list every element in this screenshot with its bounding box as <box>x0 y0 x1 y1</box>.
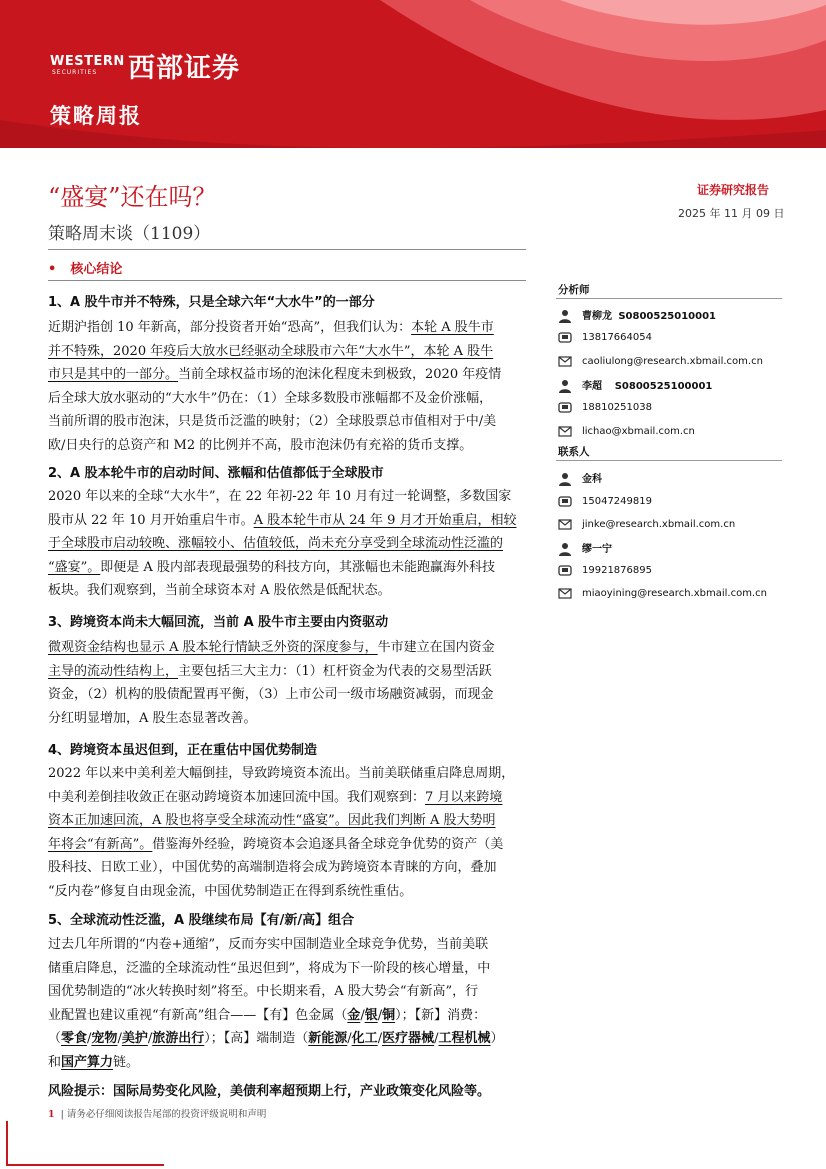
body-text: 主要包括三大主力：（1）杠杆资金为代表的交易型活跃 <box>178 663 492 679</box>
body-text: 分红明显增加，A 股生态显著改善。 <box>48 710 257 726</box>
underlined-text: 并不特殊，2020 年疫后大放水已经驱动全球股市六年“大水牛”，本轮 A 股牛 <box>48 343 494 359</box>
body-text: 板块。我们观察到，当前全球资本对 A 股依然是低配状态。 <box>48 583 391 598</box>
body-line <box>48 410 526 434</box>
underlined-text: 7 月以来跨境 <box>425 789 503 805</box>
body-text: 近期沪指创 10 年新高，部分投资者开始“恐高”，但我们认为： <box>48 320 412 335</box>
body-text: 当前全球权益市场的泡沫化程度未到极致，2020 年疫情 <box>178 367 502 382</box>
body-line <box>48 363 526 387</box>
analyst-phone-row <box>558 330 652 344</box>
body-line <box>48 980 526 1004</box>
highlight-text: 铜 <box>382 1007 396 1023</box>
email-icon <box>558 517 572 531</box>
analyst-cert: S0800525010001 <box>618 311 717 322</box>
person-icon <box>558 542 572 556</box>
section-body <box>48 933 526 1074</box>
analyst-email[interactable]: lichao@xbmail.com.cn <box>582 426 695 437</box>
body-line <box>48 1051 526 1075</box>
highlight-text: 银 <box>364 1007 378 1023</box>
report-title: “盛宴”还在吗？ <box>48 183 217 211</box>
contact-name-row <box>558 470 602 486</box>
analyst-name: 李超 <box>582 381 602 392</box>
email-icon <box>558 424 572 438</box>
body-line <box>48 316 526 340</box>
bullet-icon: • <box>48 262 57 277</box>
highlight-text: 新能源 <box>308 1031 348 1046</box>
section-body <box>48 316 526 457</box>
core-conclusion-label <box>48 258 122 277</box>
underlined-text: 本轮 A 股牛市 <box>411 320 494 335</box>
body-line <box>48 707 526 731</box>
contact-email[interactable]: jinke@research.xbmail.com.cn <box>582 519 736 530</box>
body-line <box>48 434 526 458</box>
highlight-text: 化工 <box>351 1031 378 1046</box>
body-text: / <box>347 1031 352 1046</box>
body-text: 牛市建立在国内资金 <box>377 640 495 655</box>
body-text: 股市从 22 年 10 月开始重启牛市。 <box>48 512 254 528</box>
body-text: / <box>377 1007 383 1023</box>
body-text: 资金，（2）机构的股债配置再平衡，（3）上市公司一级市场融资减弱，而现金 <box>48 687 494 702</box>
body-text: 当前所谓的股市泡沫，只是货币泛滥的映射；（2）全球股票总市值相对于中/美 <box>48 414 497 429</box>
divider <box>48 280 526 281</box>
contact-name: 金科 <box>582 474 602 485</box>
body-text: / <box>147 1031 153 1046</box>
footer-text: | 请务必仔细阅读报告尾部的投资评级说明和声明 <box>60 1109 267 1120</box>
analyst-email-row <box>558 424 695 438</box>
contact-email-row <box>558 517 735 531</box>
report-type: 策略周报 <box>50 104 142 128</box>
report-date: 2025 年 11 月 09 日 <box>678 207 785 220</box>
analyst-name-row <box>558 377 712 393</box>
logo-en: WESTERN <box>50 54 125 69</box>
header-banner <box>0 0 826 148</box>
body-text: （ <box>48 1031 62 1046</box>
highlight-text: 医疗器械 <box>382 1031 435 1046</box>
section-heading: 3、跨境资本尚未大幅回流，当前 A 股牛市主要由内资驱动 <box>48 615 389 630</box>
risk-warning: 风险提示：国际局势变化风险，美债利率超预期上行，产业政策变化风险等。 <box>48 1084 491 1099</box>
section-heading: 4、跨境资本虽迟但到，正在重估中国优势制造 <box>48 743 318 758</box>
email-icon <box>558 354 572 368</box>
body-text: 后全球大放水驱动的“大水牛”仍在：（1）全球多数股市涨幅都不及金价涨幅， <box>48 390 493 406</box>
analyst-phone-row <box>558 400 652 414</box>
underlined-text: “盛宴”。 <box>48 559 101 575</box>
body-line <box>48 1027 526 1051</box>
corner-mark <box>6 1121 8 1165</box>
contact-name: 缪一宁 <box>582 544 612 555</box>
body-line <box>48 532 526 556</box>
report-subtitle: 策略周末谈（1109） <box>48 224 211 244</box>
body-line <box>48 340 526 364</box>
phone-icon <box>558 330 572 344</box>
email-icon <box>558 586 572 600</box>
body-line <box>48 933 526 957</box>
logo-en-sub: SECURITIES <box>52 69 98 76</box>
highlight-text: 金 <box>347 1007 361 1023</box>
section-heading: 2、A 股本轮牛市的启动时间、涨幅和估值都低于全球股市 <box>48 466 384 481</box>
body-line <box>48 762 526 786</box>
underlined-text: 于全球股市启动较晚、涨幅较小、估值较低，尚未充分享受到全球流动性泛滥的 <box>48 536 504 551</box>
body-text: 借鉴海外经验，跨境资本会追逐具备全球竞争优势的资产（美 <box>152 836 504 852</box>
body-text: ） <box>490 1031 504 1046</box>
underlined-text: 资本正加速回流，A 股也将享受全球流动性“盛宴”。因此我们判断 A 股大势明 <box>48 813 496 828</box>
analyst-email[interactable]: caoliulong@research.xbmail.com.cn <box>582 356 763 367</box>
highlight-text: 美护 <box>121 1031 148 1046</box>
person-icon <box>558 309 572 323</box>
body-line <box>48 880 526 904</box>
body-text: 欧/日央行的总资产和 M2 的比例并不高，股市泡沫仍有充裕的货币支撑。 <box>48 437 473 453</box>
contact-phone-row <box>558 494 652 508</box>
body-line <box>48 1004 526 1028</box>
body-text: 储重启降息，泛滥的全球流动性“虽迟但到”，将成为下一阶段的核心增量，中 <box>48 960 491 976</box>
body-text: 股科技、日欧工业），中国优势的高端制造将会成为跨境资本青睐的方向，叠加 <box>48 860 497 875</box>
doc-type-label: 证券研究报告 <box>697 183 770 197</box>
body-line <box>48 579 526 603</box>
body-line <box>48 556 526 580</box>
underlined-text: 微观资金结构也显示 A 股本轮行情缺乏外资的深度参与， <box>48 640 378 655</box>
body-line <box>48 683 526 707</box>
body-text: / <box>117 1031 122 1046</box>
body-line <box>48 786 526 810</box>
underlined-text: 市只是其中的一部分。 <box>48 367 179 382</box>
contact-email[interactable]: miaoyining@research.xbmail.com.cn <box>582 588 767 599</box>
analyst-email-row <box>558 354 763 368</box>
analyst-cert: S0800525100001 <box>614 381 713 392</box>
body-text: 即便是 A 股内部表现最强势的科技方向，其涨幅也未能跑赢海外科技 <box>100 559 495 575</box>
contact-phone: 19921876895 <box>582 565 652 576</box>
section-heading: 1、A 股牛市并不特殊，只是全球六年“大水牛”的一部分 <box>48 295 375 310</box>
body-line <box>48 660 526 684</box>
body-text: 链。 <box>113 1054 140 1070</box>
body-line <box>48 509 526 533</box>
underlined-text: 主导的流动性结构上， <box>48 663 179 679</box>
body-text: / <box>434 1031 439 1046</box>
highlight-text: 工程机械 <box>438 1031 491 1046</box>
person-icon <box>558 472 572 486</box>
body-text: 和 <box>48 1054 62 1070</box>
underlined-text: 年将会“有新高”。 <box>48 836 153 852</box>
section-body <box>48 485 526 603</box>
body-text: 2022 年以来中美利差大幅倒挂，导致跨境资本流出。当前美联储重启降息周期， <box>48 766 515 781</box>
body-text: ）；【新】消费： <box>395 1007 487 1023</box>
sidebar-divider <box>556 460 782 461</box>
footer <box>48 1106 266 1120</box>
divider <box>48 249 526 250</box>
corner-mark <box>6 1164 164 1166</box>
highlight-text: 零食 <box>61 1031 88 1046</box>
contact-email-row <box>558 586 767 600</box>
analyst-name-row <box>558 307 716 323</box>
core-label-text: 核心结论 <box>70 262 123 277</box>
contact-name-row <box>558 540 612 556</box>
page-number: 1 <box>48 1109 55 1120</box>
body-line <box>48 856 526 880</box>
analyst-name: 曹柳龙 <box>582 311 612 322</box>
highlight-text: 国产算力 <box>61 1054 114 1070</box>
body-text: ）；【高】端制造（ <box>204 1031 309 1046</box>
body-text: 2020 年以来的全球“大水牛”，在 22 年初-22 年 10 月有过一轮调整，多数国家 <box>48 489 512 504</box>
section-body <box>48 762 526 903</box>
section-heading: 5、全球流动性泛滥，A 股继续布局【有/新/高】组合 <box>48 913 355 928</box>
person-icon <box>558 379 572 393</box>
body-text: 业配置也建议重视“有新高”组合——【有】色金属（ <box>48 1007 348 1023</box>
contacts-heading: 联系人 <box>558 446 590 458</box>
body-text: / <box>87 1031 92 1046</box>
body-text: 过去几年所谓的“内卷+通缩”，反而夯实中国制造业全球竞争优势，当前美联 <box>48 937 489 952</box>
body-text: / <box>377 1031 383 1046</box>
highlight-text: 宠物 <box>91 1031 118 1046</box>
logo-cn: 西部证券 <box>128 53 240 84</box>
body-line <box>48 485 526 509</box>
body-text: / <box>360 1007 365 1023</box>
sidebar-divider <box>556 298 782 299</box>
body-line <box>48 809 526 833</box>
body-text: 国优势制造的“冰火转换时刻”将至。中长期来看，A 股大势会“有新高”，行 <box>48 984 479 999</box>
analysts-heading: 分析师 <box>558 284 590 296</box>
section-body <box>48 636 526 730</box>
contact-phone-row <box>558 563 652 577</box>
body-line <box>48 636 526 660</box>
phone-icon <box>558 494 572 508</box>
body-line <box>48 833 526 857</box>
analyst-phone: 18810251038 <box>582 402 652 413</box>
body-line <box>48 957 526 981</box>
underlined-text: A 股本轮牛市从 24 年 9 月才开始重启，相较 <box>253 512 517 528</box>
body-text: “反内卷”修复自由现金流，中国优势制造正在得到系统性重估。 <box>48 883 413 899</box>
contact-phone: 15047249819 <box>582 496 652 507</box>
phone-icon <box>558 563 572 577</box>
body-text: 中美利差倒挂收敛正在驱动跨境资本加速回流中国。我们观察到： <box>48 789 426 805</box>
phone-icon <box>558 400 572 414</box>
analyst-phone: 13817664054 <box>582 332 652 343</box>
highlight-text: 旅游出行 <box>152 1031 205 1046</box>
body-line <box>48 387 526 411</box>
